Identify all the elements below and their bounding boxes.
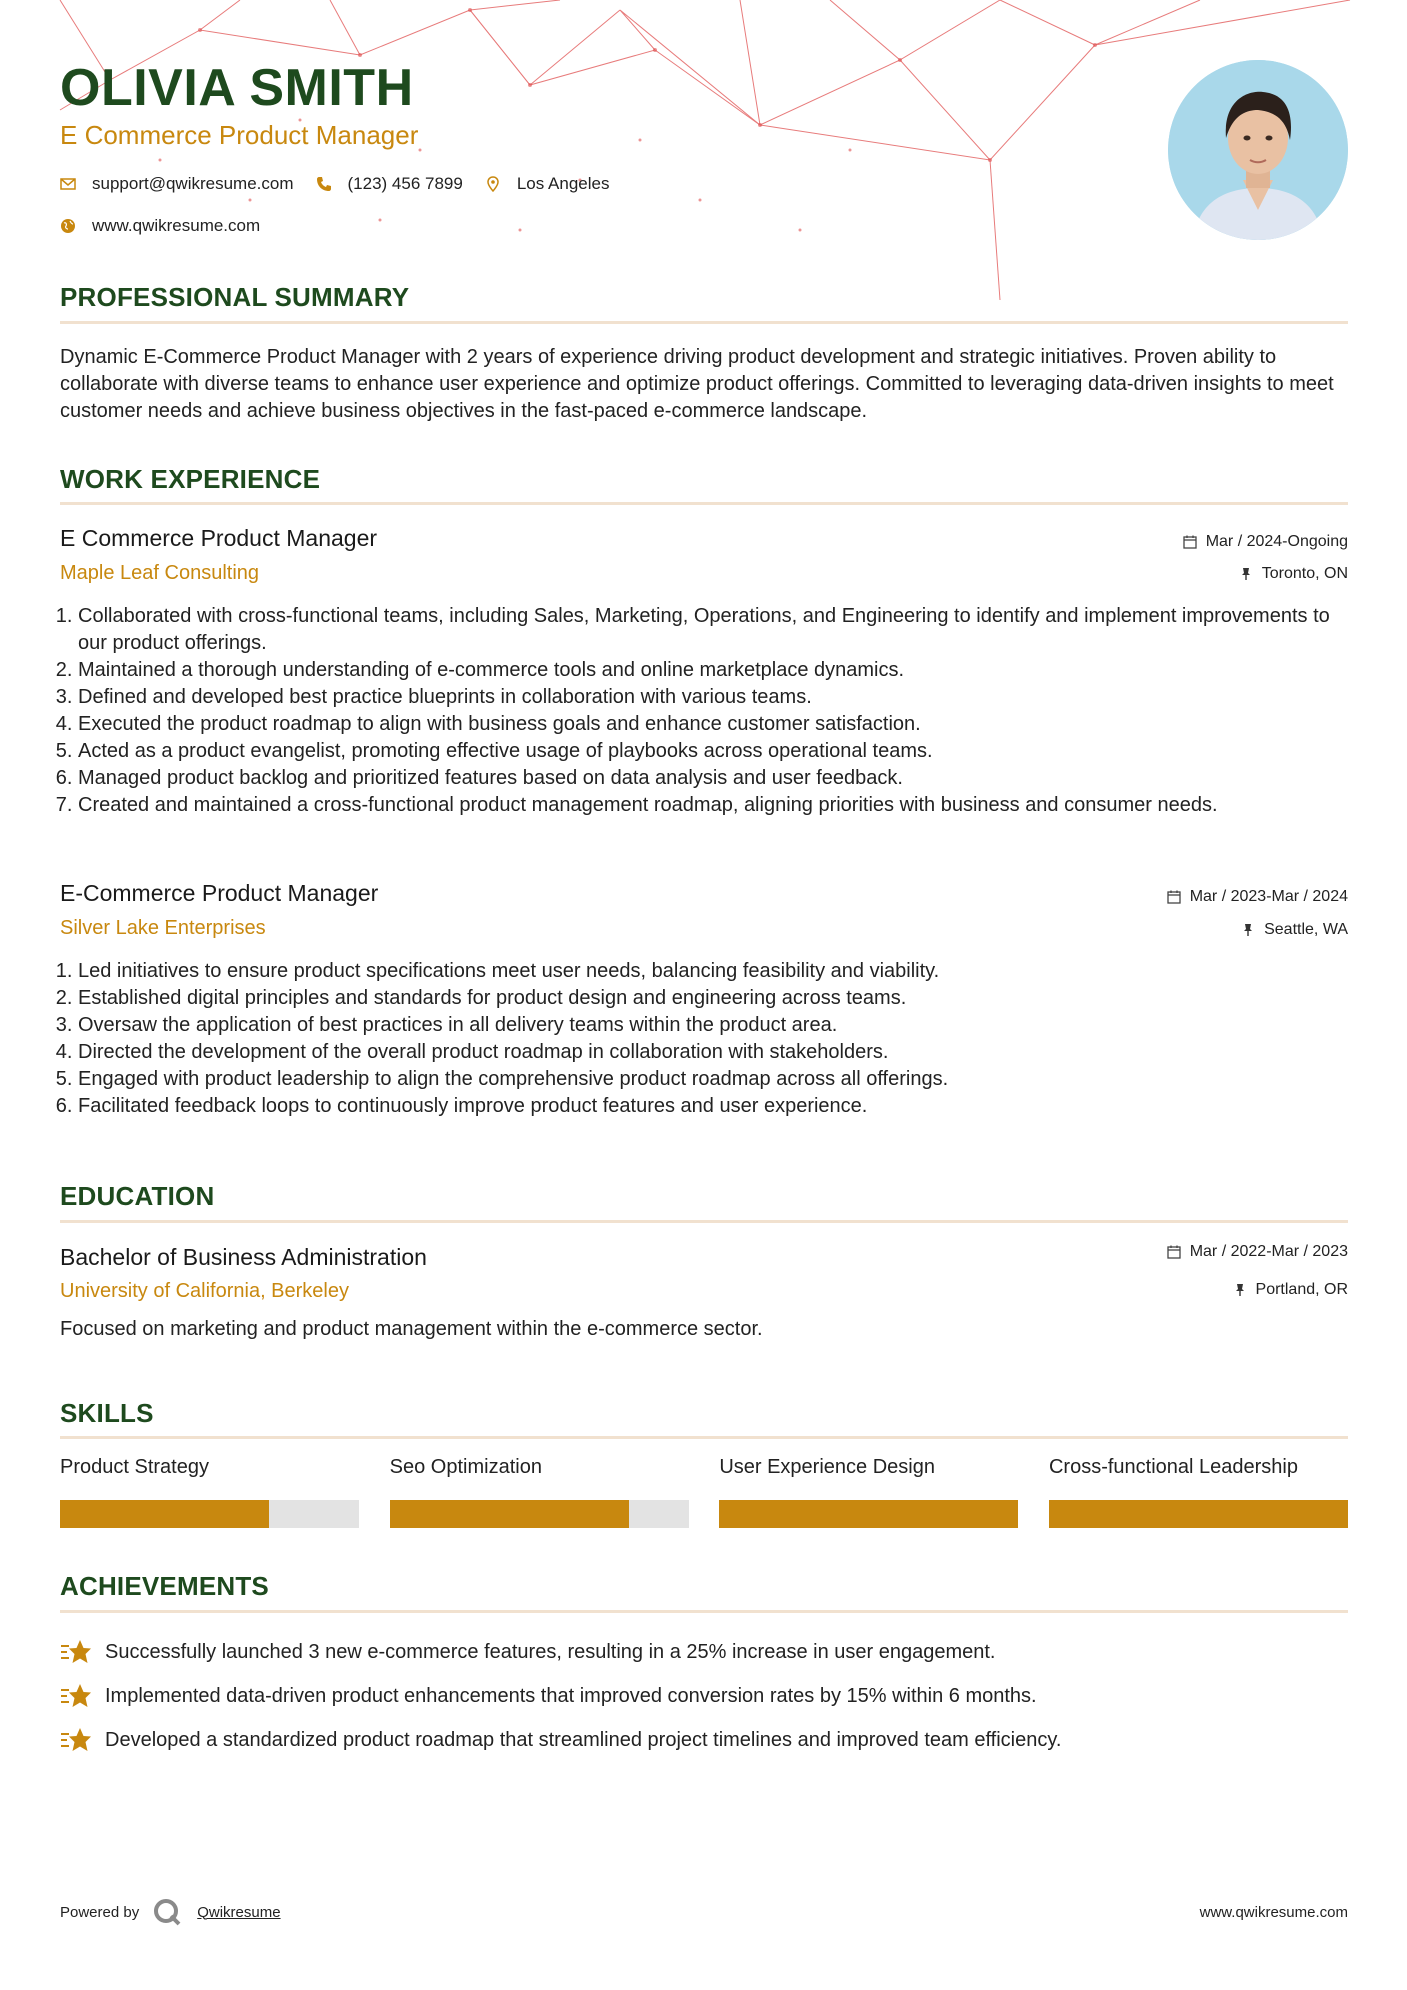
job-1-location-text: Toronto, ON: [1261, 565, 1348, 582]
envelope-icon: [60, 176, 76, 192]
achievement-text: Implemented data-driven product enhancements that improved conversion rates by 15% within 6 months.: [105, 1684, 1037, 1707]
education-divider: [60, 1220, 1348, 1223]
footer: [60, 1898, 1348, 1926]
education-degree: Bachelor of Business Administration: [60, 1244, 427, 1270]
education-school: University of California, Berkeley: [60, 1280, 349, 1302]
skill-fill: [390, 1500, 629, 1528]
contact-location: [485, 174, 610, 194]
job-2-bullets: [60, 958, 1348, 1120]
summary-heading: PROFESSIONAL SUMMARY: [60, 282, 410, 312]
job-1-dates-text: Mar / 2024-Ongoing: [1205, 533, 1348, 550]
skill-item: [1049, 1456, 1348, 1528]
list-item: 6. Facilitated feedback loops to continuously improve product features and user experience.: [78, 1093, 1348, 1120]
powered-by: [60, 1898, 281, 1926]
achievements-list: [60, 1630, 1348, 1762]
education-dates: [1167, 1243, 1348, 1261]
education-heading: EDUCATION: [60, 1181, 215, 1211]
job-2-company: Silver Lake Enterprises: [60, 917, 266, 939]
skill-item: [60, 1456, 359, 1528]
list-item: 2. Maintained a thorough understanding of e-commerce tools and online marketplace dynamics.: [78, 657, 1348, 684]
education-location: [1233, 1281, 1348, 1299]
skill-fill: [60, 1500, 269, 1528]
list-item: [60, 1718, 1348, 1762]
list-item: 1. Led initiatives to ensure product specifications meet user needs, balancing feasibility and viability.: [78, 958, 1348, 985]
summary-text: Dynamic E-Commerce Product Manager with 2 years of experience driving product development and strategic initiatives. Proven ability to collaborate with diverse teams to enhance user experience and optimize product offerings. Committed to leveraging data-driven insights to meet customer needs and achieve business objectives in the fast-paced e-commerce landscape.: [60, 346, 1334, 422]
phone-icon: [316, 176, 332, 192]
skill-item: [390, 1456, 689, 1528]
skill-item: [719, 1456, 1018, 1528]
skill-bar: [1049, 1500, 1348, 1528]
list-item: 3. Defined and developed best practice blueprints in collaboration with various teams.: [78, 684, 1348, 711]
job-1-company: Maple Leaf Consulting: [60, 562, 260, 584]
footer-url[interactable]: www.qwikresume.com: [1199, 1903, 1348, 1921]
experience-divider: [60, 502, 1348, 505]
skill-name: Product Strategy: [60, 1456, 209, 1478]
skill-name: User Experience Design: [719, 1456, 935, 1478]
location-text: Los Angeles: [516, 174, 610, 193]
education-dates-text: Mar / 2022-Mar / 2023: [1189, 1243, 1348, 1260]
contact-phone[interactable]: [316, 174, 463, 194]
skills-list: [60, 1456, 1348, 1528]
email-text: support@qwikresume.com: [92, 174, 294, 193]
job-2-location: [1241, 921, 1348, 939]
calendar-icon: [1183, 535, 1197, 549]
star-award-icon: [60, 1637, 92, 1667]
star-award-icon: [60, 1725, 92, 1755]
skill-name: Seo Optimization: [389, 1456, 542, 1478]
skills-heading: SKILLS: [60, 1398, 154, 1428]
skill-bar: [60, 1500, 359, 1528]
skill-name: Cross-functional Leadership: [1048, 1456, 1298, 1478]
job-1-bullets: [60, 603, 1348, 819]
list-item: [60, 1630, 1348, 1674]
qwikresume-logo-icon: [153, 1898, 181, 1926]
pushpin-icon: [1233, 1283, 1247, 1297]
skills-divider: [60, 1436, 1348, 1439]
skill-fill: [1049, 1500, 1348, 1528]
contact-email[interactable]: [60, 174, 294, 194]
job-2-title: E-Commerce Product Manager: [60, 880, 379, 906]
education-description: Focused on marketing and product management within the e-commerce sector.: [60, 1318, 763, 1340]
list-item: 1. Collaborated with cross-functional teams, including Sales, Marketing, Operations, and Engineering to identify and implement improvements to our product offerings.: [78, 603, 1348, 657]
job-2-dates-text: Mar / 2023-Mar / 2024: [1189, 888, 1348, 905]
star-award-icon: [60, 1681, 92, 1711]
contact-info: [60, 172, 631, 256]
portrait-illustration: [1168, 60, 1348, 240]
list-item: 4. Directed the development of the overall product roadmap in collaboration with stakeholders.: [78, 1039, 1348, 1066]
achievements-divider: [60, 1610, 1348, 1613]
calendar-icon: [1167, 890, 1181, 904]
summary-divider: [60, 321, 1348, 324]
candidate-title: E Commerce Product Manager: [60, 120, 419, 150]
list-item: 6. Managed product backlog and prioritized features based on data analysis and user feedback.: [78, 765, 1348, 792]
job-1-dates: [1183, 533, 1348, 551]
list-item: [60, 1674, 1348, 1718]
skill-bar: [390, 1500, 689, 1528]
contact-website[interactable]: [60, 216, 260, 236]
pushpin-icon: [1239, 567, 1253, 581]
list-item: 2. Established digital principles and standards for product design and engineering across teams.: [78, 985, 1348, 1012]
skill-fill: [719, 1500, 1018, 1528]
achievement-text: Developed a standardized product roadmap that streamlined project timelines and improved team efficiency.: [105, 1728, 1062, 1751]
job-1-location: [1239, 565, 1348, 583]
map-pin-icon: [485, 176, 501, 192]
powered-by-label: Powered by: [60, 1903, 140, 1921]
list-item: 4. Executed the product roadmap to align with business goals and enhance customer satisfaction.: [78, 711, 1348, 738]
candidate-name: OLIVIA SMITH: [60, 59, 414, 117]
achievement-text: Successfully launched 3 new e-commerce features, resulting in a 25% increase in user engagement.: [105, 1640, 996, 1663]
education-location-text: Portland, OR: [1255, 1281, 1348, 1298]
website-text: www.qwikresume.com: [92, 216, 261, 235]
calendar-icon: [1167, 1245, 1181, 1259]
job-2-location-text: Seattle, WA: [1264, 921, 1348, 938]
globe-icon: [60, 218, 76, 234]
phone-text: (123) 456 7899: [347, 174, 463, 193]
brand-link[interactable]: Qwikresume: [197, 1903, 281, 1921]
list-item: 3. Oversaw the application of best practices in all delivery teams within the product area.: [78, 1012, 1348, 1039]
profile-photo: [1168, 60, 1348, 240]
achievements-heading: ACHIEVEMENTS: [60, 1571, 269, 1601]
pushpin-icon: [1241, 923, 1255, 937]
job-2-dates: [1167, 888, 1348, 906]
list-item: 5. Engaged with product leadership to align the comprehensive product roadmap across all offerings.: [78, 1066, 1348, 1093]
job-1-title: E Commerce Product Manager: [60, 525, 378, 551]
experience-heading: WORK EXPERIENCE: [60, 464, 321, 494]
list-item: 5. Acted as a product evangelist, promoting effective usage of playbooks across operational teams.: [78, 738, 1348, 765]
list-item: 7. Created and maintained a cross-functional product management roadmap, aligning priorities with business and consumer needs.: [78, 792, 1348, 819]
skill-bar: [719, 1500, 1018, 1528]
